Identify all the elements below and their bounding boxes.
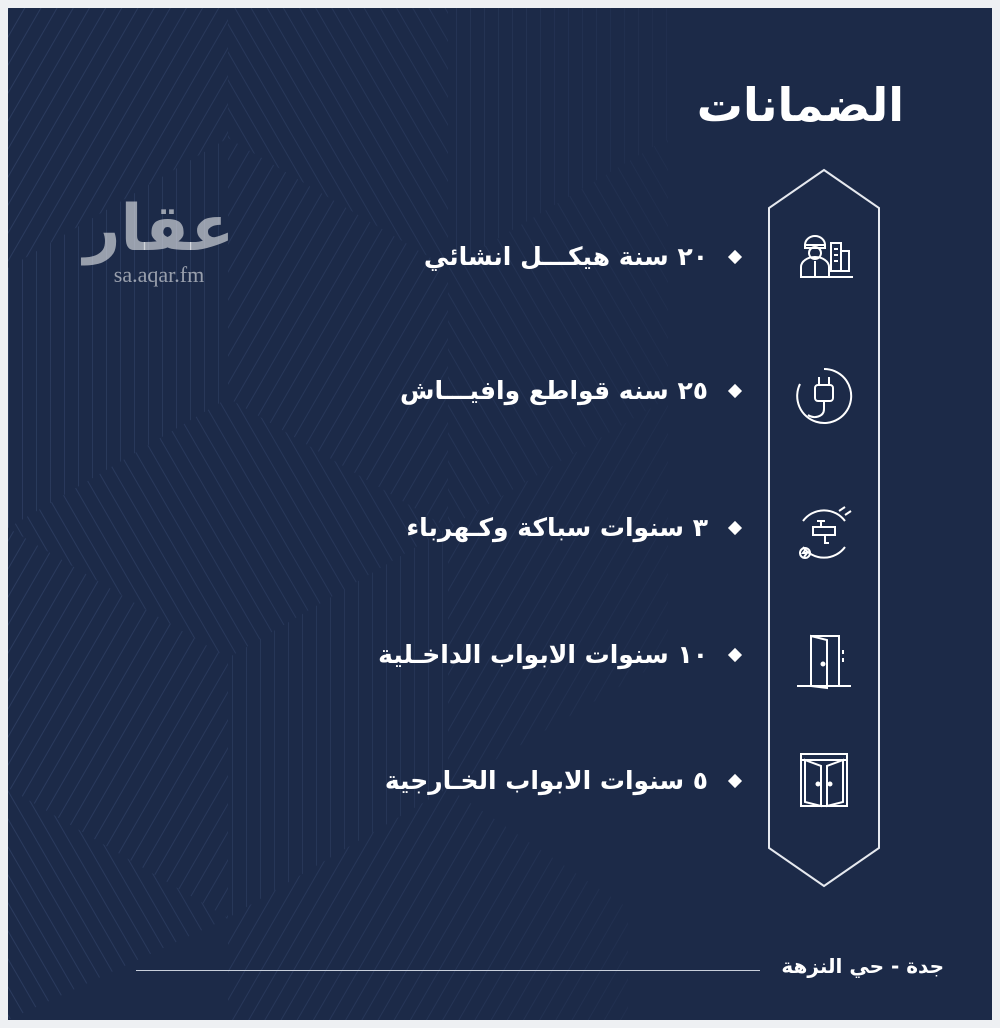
bullet-icon bbox=[728, 249, 742, 263]
guarantee-item bbox=[180, 513, 740, 542]
watermark-logo: عقار bbox=[83, 192, 235, 266]
bullet-icon bbox=[728, 520, 742, 534]
interior-door-icon bbox=[791, 628, 857, 694]
exterior-door-icon bbox=[791, 746, 857, 812]
watermark-url: sa.aqar.fm bbox=[113, 262, 205, 287]
guarantee-item bbox=[180, 640, 740, 669]
construction-worker-icon bbox=[791, 221, 857, 287]
footer-divider bbox=[136, 970, 760, 971]
guarantee-item bbox=[180, 376, 740, 405]
guarantees-card bbox=[8, 8, 992, 1020]
bullet-icon bbox=[728, 383, 742, 397]
bullet-icon bbox=[728, 773, 742, 787]
watermark bbox=[74, 194, 244, 286]
guarantee-text: ٥ سنوات الابواب الخـارجية bbox=[384, 766, 708, 795]
location-label: جدة - حي النزهة bbox=[781, 954, 944, 978]
guarantee-text: ٢٥ سنه قواطع وافيـــاش bbox=[399, 376, 708, 405]
guarantee-item bbox=[180, 242, 740, 271]
guarantee-item bbox=[180, 766, 740, 795]
electric-plug-icon bbox=[791, 363, 857, 429]
page-title: الضمانات bbox=[696, 78, 904, 132]
guarantee-text: ١٠ سنوات الابواب الداخـلية bbox=[378, 640, 708, 669]
bullet-icon bbox=[728, 647, 742, 661]
guarantee-text: ٢٠ سنة هيكـــل انشائي bbox=[423, 242, 708, 271]
guarantee-text: ٣ سنوات سباكة وكـهرباء bbox=[406, 513, 708, 542]
plumbing-electric-icon bbox=[791, 501, 857, 567]
